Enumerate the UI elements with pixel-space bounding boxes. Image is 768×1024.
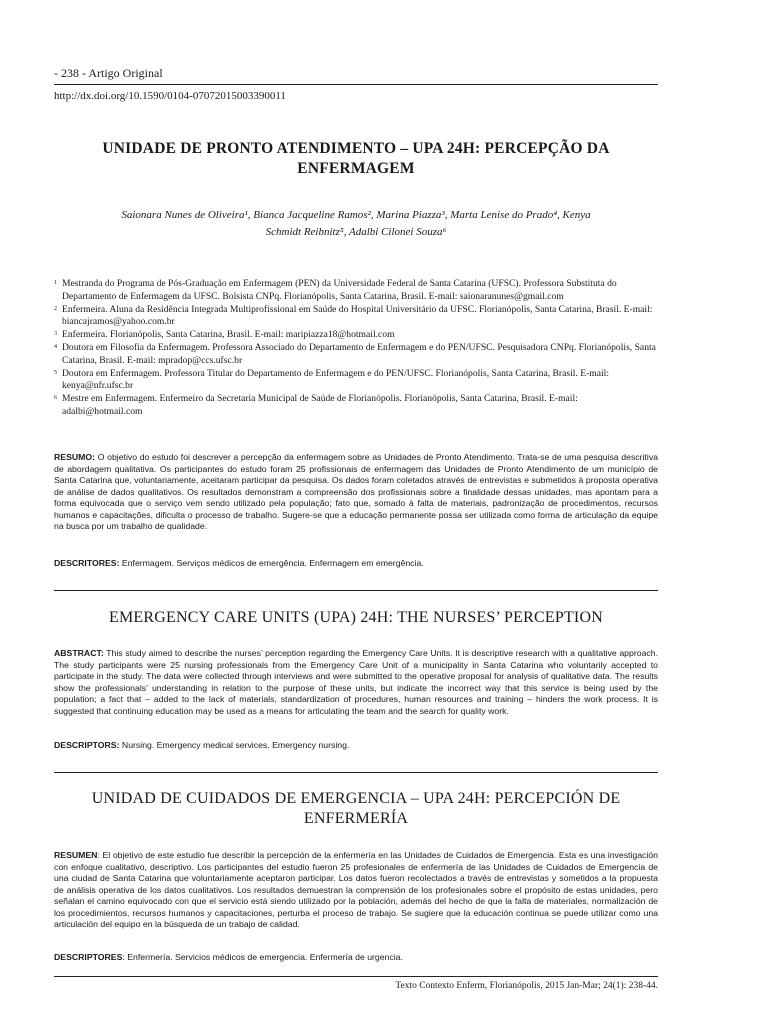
title-es-line2: ENFERMERÍA [303, 810, 409, 827]
authors-line1: Saionara Nunes de Oliveira¹, Bianca Jacqueline Ramos², Marina Piazza³, Marta Lenise do Prado⁴, Kenya [121, 209, 591, 221]
title-es-line1: UNIDAD DE CUIDADOS DE EMERGENCIA – UPA 24H: PERCEPCIÓN DE [91, 790, 621, 807]
doi-link[interactable]: http://dx.doi.org/10.1590/0104-07072015003390011 [54, 90, 286, 102]
resumen-label: RESUMEN [54, 850, 98, 860]
section-rule-1 [54, 590, 658, 591]
abstract-text: This study aimed to describe the nurses’ perception regarding the Emergency Care Units. It is descriptive research with a qualitative approach. The study participants were 25 nursing professionals from the Emergency Care Unit of a municipality in Santa Catarina who voluntarily accepted to participate in the study. The data were collected through interviews and were submitted to the operative proposal for analysis of qualitative data. The results show the professionals’ understanding in relation to the purpose of these units, but indicate the incorrect way that this service is being used by the population; a fact that – added to the lack of materials, standardization of procedures, human resources and training – hinders the work process. It is suggested that continuing education may be used as a means for articulating the team and the search for quality work. [54, 648, 658, 716]
descriptors-text: Nursing. Emergency medical services. Emergency nursing. [121, 740, 350, 750]
authors [54, 207, 658, 241]
note-number: 4 [54, 343, 57, 350]
resumo-paragraph [54, 452, 658, 533]
descriptors-label: DESCRIPTORS: [54, 740, 120, 750]
abstract-paragraph [54, 648, 658, 717]
note-number: 2 [54, 305, 57, 312]
note-1 [54, 278, 658, 304]
note-text: Enfermeira. Aluna da Residência Integrada Multiprofissional em Saúde do Hospital Universitário da UFSC. Florianópolis, Santa Catarina, Brasil. E-mail: biancajramos@yahoo.com.br [62, 303, 653, 328]
note-4 [54, 342, 658, 368]
note-text: Mestre em Enfermagem. Enfermeiro da Secretaria Municipal de Saúde de Florianópolis. Florianópolis, Santa Catarina, Brasil. E-mail: adalbi@hotmail.com [62, 393, 578, 417]
note-2 [54, 304, 658, 330]
note-number: 3 [54, 331, 57, 338]
abstract-label: ABSTRACT: [54, 648, 104, 658]
descriptores-es-line [54, 952, 658, 963]
section-rule-2 [54, 772, 658, 773]
footer-rule [54, 976, 658, 977]
title-pt-line2: ENFERMAGEM [297, 160, 415, 177]
authors-line2: Schmidt Reibnitz⁵, Adalbi Cilonei Souza⁶ [265, 226, 447, 238]
note-number: 5 [54, 369, 57, 376]
note-text: Enfermeira. Florianópolis, Santa Catarina, Brasil. E-mail: maripiazza18@hotmail.com [62, 329, 395, 341]
descritores-label: DESCRITORES: [54, 558, 120, 568]
title-english: EMERGENCY CARE UNITS (UPA) 24H: THE NURSES’ PERCEPTION [109, 609, 603, 626]
note-6 [54, 393, 658, 419]
page-header-label: - 238 - Artigo Original [54, 66, 163, 80]
descritores-line [54, 558, 658, 569]
descriptores-es-text: : Enfermería. Servicios médicos de emergencia. Enfermería de urgencia. [122, 952, 403, 962]
note-3 [54, 329, 658, 342]
note-text: Doutora em Enfermagem. Professora Titular do Departamento de Enfermagem e do PEN/UFSC. Florianópolis, Santa Catarina, Brasil. E-mail: kenya@nfr.ufsc.br [62, 367, 609, 392]
title-pt-line1: UNIDADE DE PRONTO ATENDIMENTO – UPA 24H: PERCEPÇÃO DA [102, 140, 610, 157]
descriptores-es-label: DESCRIPTORES [54, 952, 123, 962]
resumen-paragraph [54, 850, 658, 931]
header-rule [54, 84, 658, 85]
descritores-text: Enfermagem. Serviços médicos de emergência. Enfermagem em emergência. [121, 558, 424, 568]
note-text: Mestranda do Programa de Pós-Graduação em Enfermagem (PEN) da Universidade Federal de Santa Catarina (UFSC). Professora Substituta do Departamento de Enfermagem da UFSC. Bolsista CNPq. Florianópolis, Santa Catarina, Brasil. E-mail: saionaranunes@gmail.com [62, 278, 617, 302]
note-number: 6 [54, 395, 57, 402]
resumo-label: RESUMO: [54, 452, 96, 462]
note-text: Doutora em Filosofia da Enfermagem. Professora Associado do Departamento de Enfermagem e do PEN/UFSC. Pesquisadora CNPq. Florianópolis, Santa Catarina, Brasil. E-mail: mpradop@ccs.ufsc.br [62, 341, 656, 366]
footer-citation: Texto Contexto Enferm, Florianópolis, 2015 Jan-Mar; 24(1): 238-44. [395, 981, 658, 991]
title-portuguese [54, 139, 658, 179]
resumen-text: : El objetivo de este estudio fue describir la percepción de la enfermería en las Unidades de Cuidados de Emergencia. Esta es una investigación con enfoque cualitativo, descriptivo. Los participantes del estudio fueron 25 profesionales de enfermería de las Unidades de Cuidados de Emergencia de una ciudad de Santa Catarina que voluntariamente aceptaron participar. Los datos fueron recolectados a través de entrevistas y sometidos a la propuesta de análisis operativa de los datos cualitativos. Los resultados demuestran la comprensión de los profesionales sobre el propósito de estas unidades, pero señalan el camino equivocado con que el servicio está siendo utilizado por la población, además del hecho de que la falta de materiales, normalización de los procedimientos, recursos humanos y capacitaciones, perturba el proceso de trabajo. Se sugiere que la educación continua se puede utilizar como una articulación del equipo en la búsqueda de un trabajo de calidad. [54, 850, 658, 929]
descriptors-line [54, 740, 658, 751]
note-number: 1 [54, 280, 57, 286]
resumo-text: O objetivo do estudo foi descrever a percepção da enfermagem sobre as Unidades de Pronto Atendimento. Trata-se de uma pesquisa descritiva de abordagem qualitativa. Os participantes do estudo foram 25 profissionais de enfermagem das Unidades de Pronto Atendimento de um município de Santa Catarina que, voluntariamente, aceitaram participar da pesquisa. Os dados foram coletados através de entrevistas e submetidos à proposta operativa de análise de dados qualitativos. Os resultados demonstram a compreensão dos profissionais sobre a finalidade dessas unidades, mas apontam para a forma equivocada que o serviço vem sendo utilizado pela população; fato que, somado à falta de materiais, padronização de procedimentos, recursos humanos e capacitações, dificulta o processo de trabalho. Sugere-se que a educação permanente possa ser utilizada como forma de articulação da equipe na busca por um trabalho de qualidade. [54, 452, 658, 531]
note-5 [54, 368, 658, 394]
title-spanish [54, 789, 658, 829]
affiliation-notes [54, 278, 658, 419]
